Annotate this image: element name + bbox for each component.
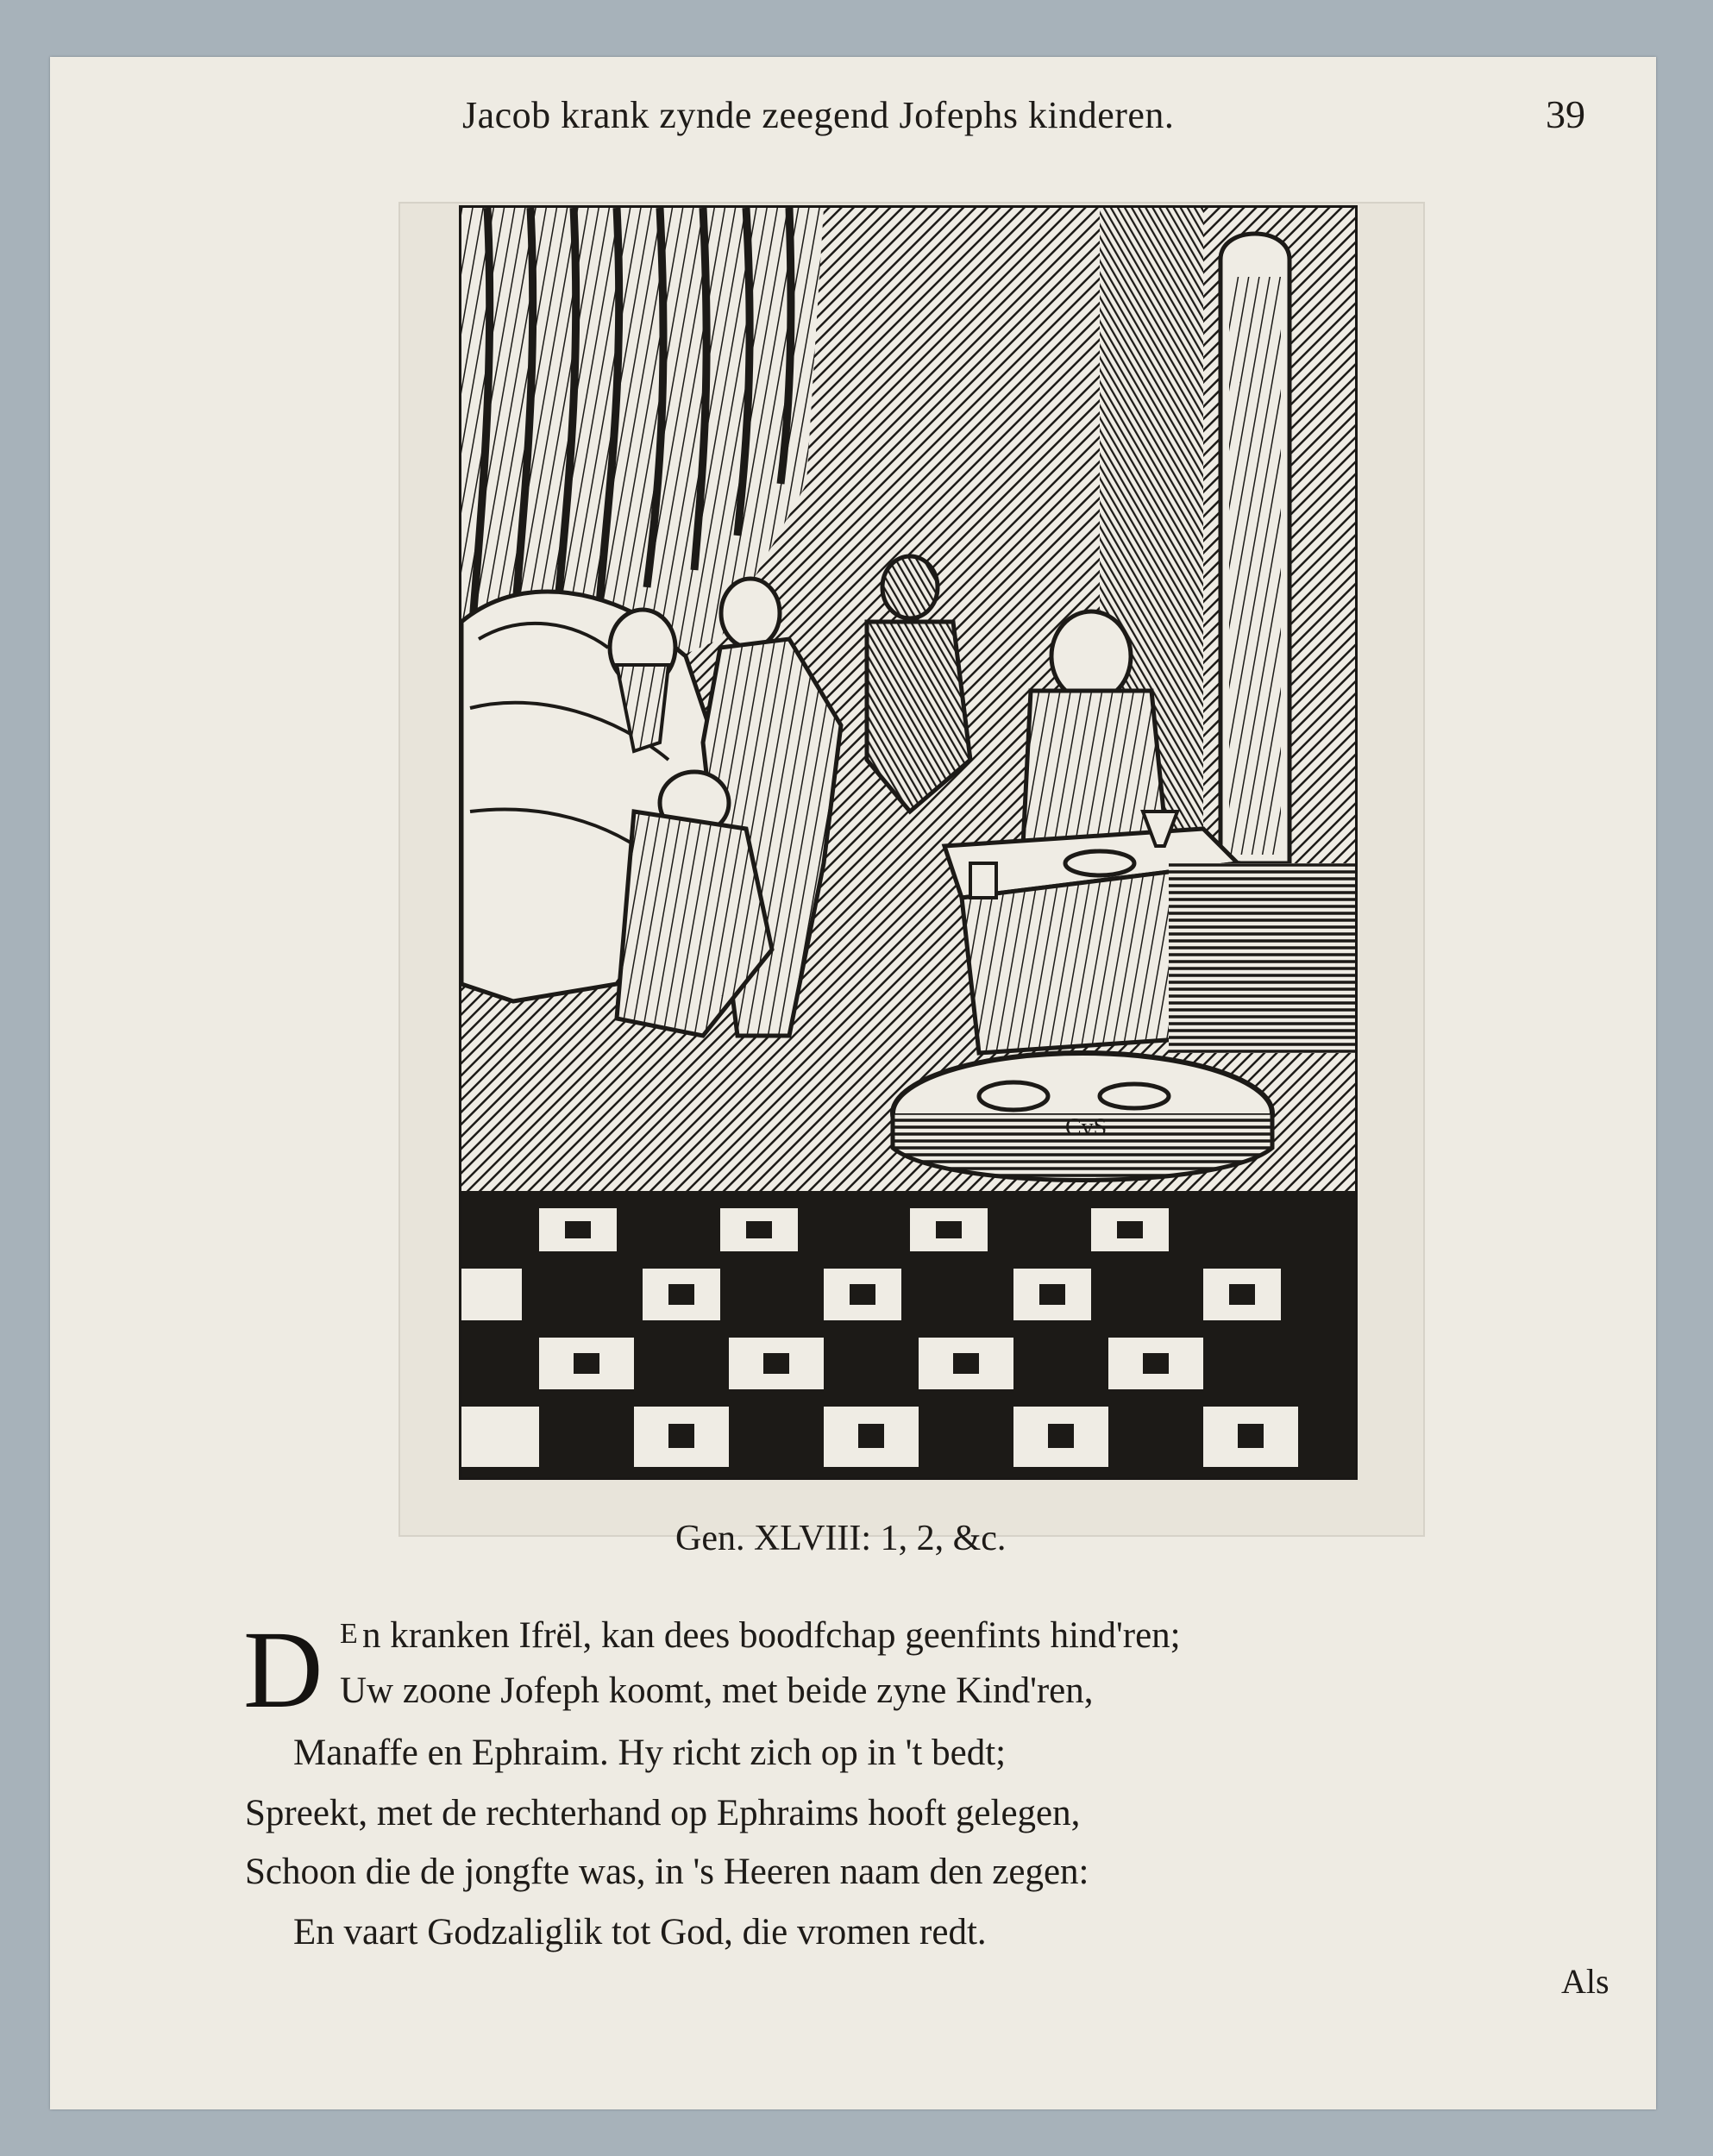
round-dais — [893, 1053, 1272, 1181]
monogram: CvS — [1065, 1114, 1107, 1141]
poem-line-4: Spreekt, met de rechterhand op Ephraims hooft gelegen, — [245, 1793, 1081, 1833]
poem-line-6: En vaart Godzaliglik tot God, die vromen redt. — [293, 1912, 987, 1952]
poem-line-3: Manaffe en Ephraim. Hy richt zich op in 't bedt; — [293, 1733, 1007, 1773]
checkered-floor — [461, 1191, 1355, 1477]
book-page — [50, 57, 1656, 2109]
page-number: 39 — [1546, 92, 1585, 136]
poem-line-2: Uw zoone Jofeph koomt, met beide zyne Kind'ren, — [340, 1670, 1094, 1711]
poem-line-1: n kranken Ifrël, kan dees boodfchap geenfints hind'ren; — [362, 1615, 1181, 1656]
drop-cap-continuation: E — [340, 1618, 358, 1650]
bible-reference: Gen. XLVIII: 1, 2, &c. — [675, 1519, 1007, 1558]
woodcut-illustration — [459, 205, 1358, 1480]
drop-cap: D — [243, 1608, 323, 1731]
poem-line-5: Schoon die de jongfte was, in 's Heeren naam den zegen: — [245, 1852, 1089, 1892]
running-title: Jacob krank zynde zeegend Jofephs kinderen. — [462, 94, 1175, 136]
woodcut-scene — [461, 208, 1355, 1477]
catchword: Als — [1561, 1962, 1609, 2001]
